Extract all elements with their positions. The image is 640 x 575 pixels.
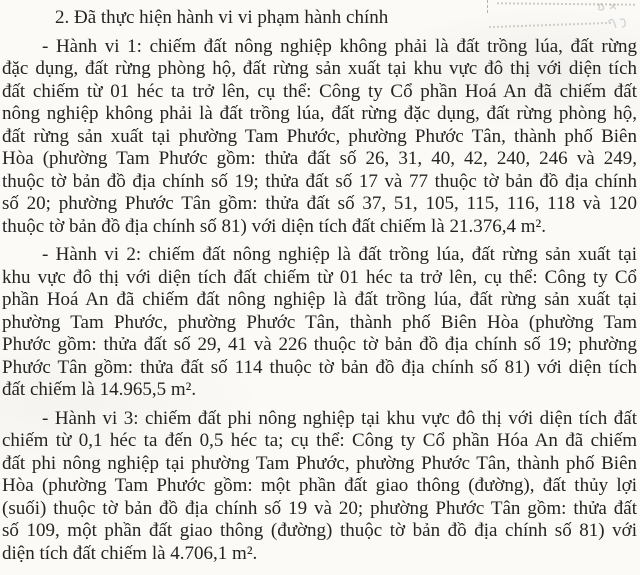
- text-line: đất rừng sản xuất tại phường Tam Phước, phường Phước Tân, thành phố Biên: [2, 125, 637, 147]
- text-line: thuộc tờ bản đồ địa chính số 19; thửa đất số 17 và 77 thuộc tờ bản đồ địa chính: [2, 170, 637, 192]
- paragraph: [2, 36, 637, 239]
- text-line: diện tích đất chiếm là 4.706,1 m².: [2, 542, 258, 564]
- text-line: (suối) thuộc tờ bản đồ địa chính số 19 và 20; phường Phước Tân gồm: thửa đất: [2, 497, 637, 519]
- text-line: đất phi nông nghiệp tại phường Tam Phước, phường Phước Tân, thành phố Biên: [2, 452, 637, 474]
- text-line: đặc dụng, đất rừng phòng hộ, đất rừng sản xuất tại khu vực đô thị với diện tích: [2, 58, 637, 79]
- text-line: - Hành vi 2: chiếm đất nông nghiệp là đất trồng lúa, đất rừng sản xuất tại: [42, 244, 637, 265]
- text-line: - Hành vi 1: chiếm đất nông nghiệp không phải là đất trồng lúa, đất rừng: [42, 35, 637, 57]
- text-line: thuộc tờ bản đồ địa chính số 81) với diện tích đất chiếm là 21.376,4 m².: [2, 215, 546, 237]
- text-line: Phước Tân gồm: thửa đất số 114 thuộc tờ bản đồ địa chính số 81) với diện tích: [2, 356, 637, 378]
- text-line: - Hành vi 3: chiếm đất phi nông nghiệp tại khu vực đô thị với diện tích đất: [42, 407, 637, 429]
- text-line: Phước gồm: thửa đất số 29, 41 và 226 thuộc tờ bản đồ địa chính số 19; phường: [2, 334, 637, 355]
- text-line: số 20; phường Phước Tân gồm: thửa đất số 37, 51, 105, 115, 116, 118 và 120: [2, 193, 637, 214]
- scan-artifact-handwriting: [590, 0, 640, 34]
- text-line: nông nghiệp không phải là đất trồng lúa, đất rừng đặc dụng, đất rừng phòng hộ,: [2, 103, 637, 124]
- text-line: Hòa (phường Tam Phước gồm: thửa đất số 26, 31, 40, 42, 240, 246 và 249,: [2, 148, 637, 169]
- text-line: số 109, một phần đất giao thông (đường) thuộc tờ bản đồ địa chính số 81) với: [2, 520, 637, 541]
- text-line: khu vực đô thị với diện tích đất chiếm từ 01 héc ta trở lên, cụ thể: Công ty Cổ: [2, 266, 637, 288]
- text-line: phần Hoá An đã chiếm đất nông nghiệp là đất trồng lúa, đất rừng sản xuất tại: [2, 289, 637, 310]
- text-line: đất chiếm là 14.965,5 m².: [2, 379, 197, 400]
- paragraph: [2, 408, 637, 566]
- text-line: phường Tam Phước, phường Phước Tân, thành phố Biên Hòa (phường Tam: [2, 311, 637, 333]
- paragraph: [2, 244, 637, 402]
- section-heading: 2. Đã thực hiện hành vi vi phạm hành chính: [55, 7, 389, 28]
- text-line: đất chiếm từ 01 héc ta trở lên, cụ thể: Công ty Cổ phần Hoá An đã chiếm đất: [2, 80, 637, 102]
- text-line: chiếm từ 0,1 héc ta đến 0,5 héc ta; cụ thể: Công ty Cổ phần Hóa An đã chiếm: [2, 430, 637, 451]
- scan-artifact-dashed-line: [487, 0, 488, 13]
- document-body: [2, 36, 637, 566]
- text-line: Hòa (phường Tam Phước gồm: một phần đất giao thông (đường), đất thủy lợi: [2, 475, 637, 496]
